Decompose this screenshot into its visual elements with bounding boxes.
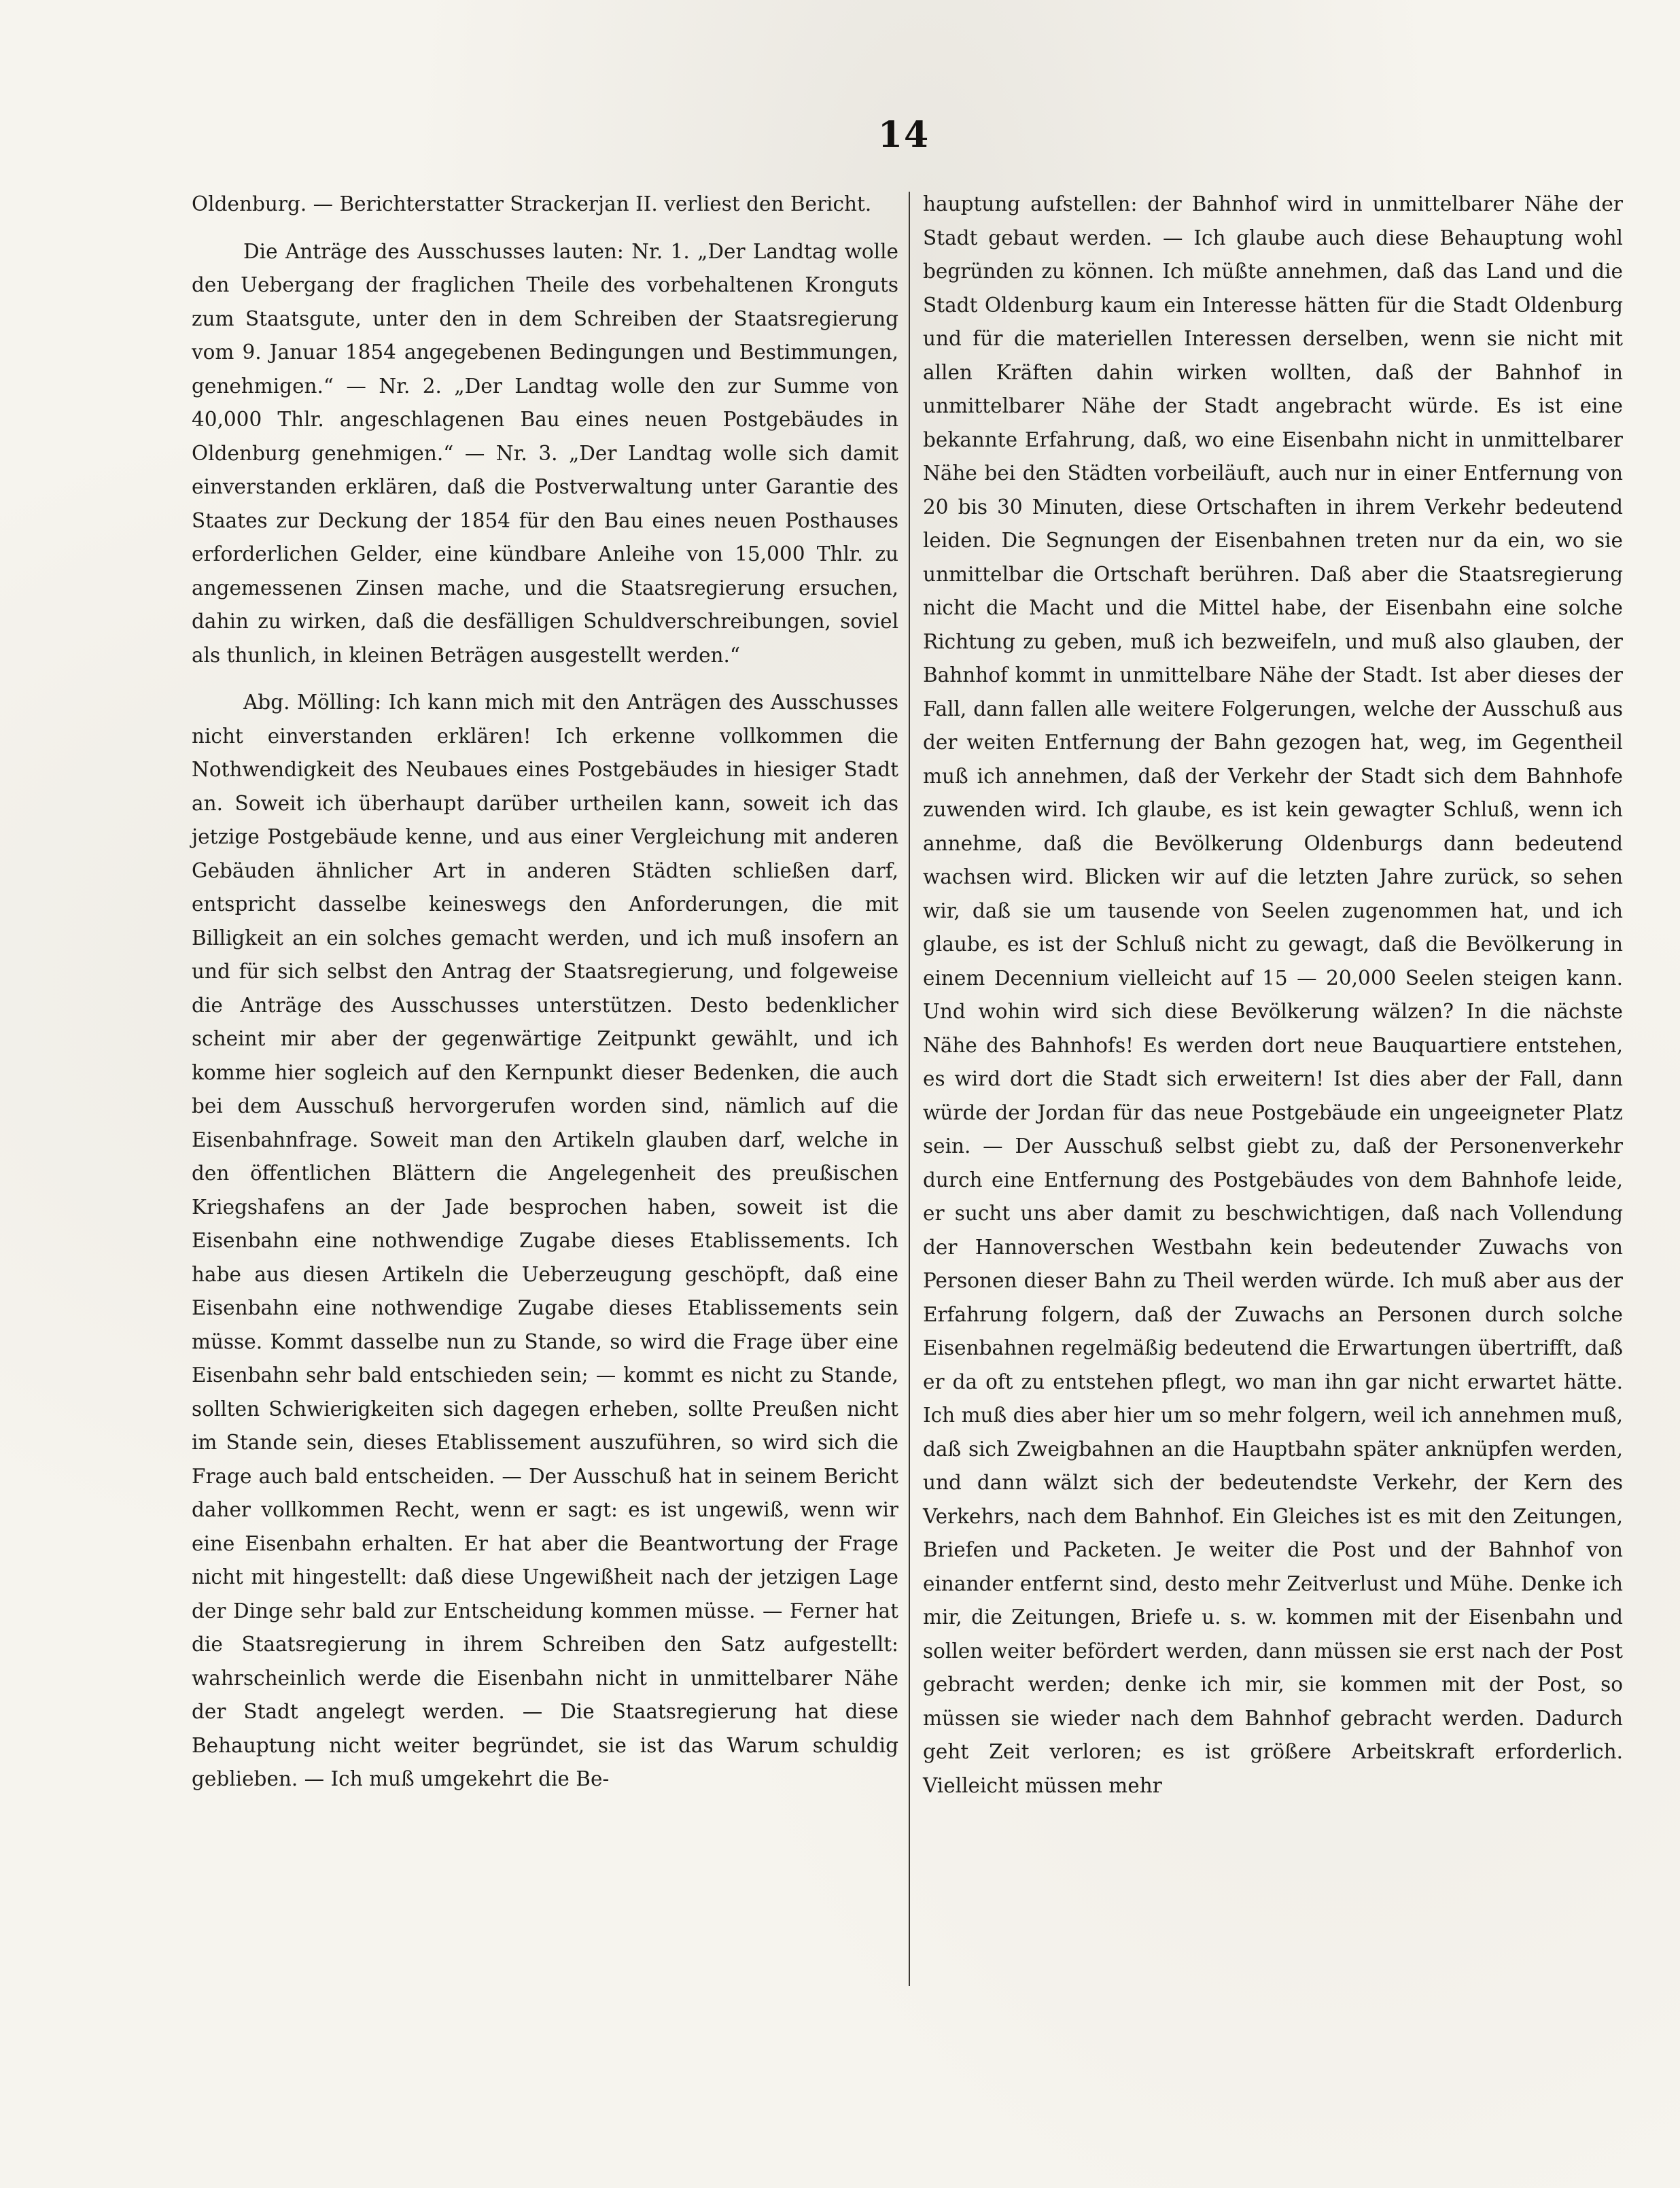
paragraph: Abg. Mölling: Ich kann mich mit den Anträgen des Ausschusses nicht einverstanden erklären! Ich erkenne vollkommen die Nothwendigkeit des Neubaues eines Postgebäudes in hiesiger Stadt an. Soweit ich überhaupt darüber urtheilen kann, soweit ich das jetzige Postgebäude kenne, und aus einer Vergleichung mit anderen Gebäuden ähnlicher Art in anderen Städten schließen darf, entspricht dasselbe keineswegs den Anforderungen, die mit Billigkeit an ein solches gemacht werden, und ich muß insofern an und für sich selbst den Antrag der Staatsregierung, und folgeweise die Anträge des Ausschusses unterstützen. Desto bedenklicher scheint mir aber der gegenwärtige Zeitpunkt gewählt, und ich komme hier sogleich auf den Kernpunkt dieser Bedenken, die auch bei dem Ausschuß hervorgerufen worden sind, nämlich auf die Eisenbahnfrage. Soweit man den Artikeln glauben darf, welche in den öffentlichen Blättern die Angelegenheit des preußischen Kriegshafens an der Jade besprochen haben, soweit ist die Eisenbahn eine nothwendige Zugabe dieses Etablissements. Ich habe aus diesen Artikeln die Ueberzeugung geschöpft, daß eine Eisenbahn eine nothwendige Zugabe dieses Etablissements sein müsse. Kommt dasselbe nun zu Stande, so wird die Frage über eine Eisenbahn sehr bald entschieden sein; — kommt es nicht zu Stande, sollten Schwierigkeiten sich dagegen erheben, sollte Preußen nicht im Stande sein, dieses Etablissement auszuführen, so wird sich die Frage auch bald entscheiden. — Der Ausschuß hat in seinem Bericht daher vollkommen Recht, wenn er sagt: es ist ungewiß, wenn wir eine Eisenbahn erhalten. Er hat aber die Beantwortung der Frage nicht mit hingestellt: daß diese Ungewißheit nach der jetzigen Lage der Dinge sehr bald zur Entscheidung kommen müsse. — Ferner hat die Staatsregierung in ihrem Schreiben den Satz aufgestellt: wahrscheinlich werde die Eisenbahn nicht in unmittelbarer Nähe der Stadt angelegt werden. — Die Staatsregierung hat diese Behauptung nicht weiter begründet, sie ist das Warum schuldig geblieben. — Ich muß umgekehrt die Be- xyxy=(192,691,898,1790)
paragraph: Die Anträge des Ausschusses lauten: Nr. 1. „Der Landtag wolle den Uebergang der fraglichen Theile des vorbehaltenen Kronguts zum Staatsgute, unter den in dem Schreiben der Staatsregierung vom 9. Januar 1854 angegebenen Bedingungen und Bestimmungen, genehmigen.“ — Nr. 2. „Der Landtag wolle den zur Summe von 40,000 Thlr. angeschlagenen Bau eines neuen Postgebäudes in Oldenburg genehmigen.“ — Nr. 3. „Der Landtag wolle sich damit einverstanden erklären, daß die Postverwaltung unter Garantie des Staates zur Deckung der 1854 für den Bau eines neuen Posthauses erforderlichen Gelder, eine kündbare Anleihe von 15,000 Thlr. zu angemessenen Zinsen mache, und die Staatsregierung ersuchen, dahin zu wirken, daß die desfälligen Schuldverschreibungen, soviel als thunlich, in kleinen Beträgen ausgestellt werden.“ xyxy=(192,239,898,667)
right-column xyxy=(923,188,1623,1816)
page-number: 14 xyxy=(877,114,930,156)
paragraph: hauptung aufstellen: der Bahnhof wird in unmittelbarer Nähe der Stadt gebaut werden. — Ich glaube auch diese Behauptung wohl begründen zu können. Ich müßte annehmen, daß das Land und die Stadt Oldenburg kaum ein Interesse hätten für die Stadt Oldenburg und für die materiellen Interessen derselben, wenn sie nicht mit allen Kräften dahin wirken wollten, daß der Bahnhof in unmittelbarer Nähe der Stadt angebracht würde. Es ist eine bekannte Erfahrung, daß, wo eine Eisenbahn nicht in unmittelbarer Nähe bei den Städten vorbeiläuft, auch nur in einer Entfernung von 20 bis 30 Minuten, diese Ortschaften in ihrem Verkehr bedeutend leiden. Die Segnungen der Eisenbahnen treten nur da ein, wo sie unmittelbar die Ortschaft berühren. Daß aber die Staatsregierung nicht die Macht und die Mittel habe, der Eisenbahn eine solche Richtung zu geben, muß ich bezweifeln, und muß also glauben, der Bahnhof kommt in unmittelbare Nähe der Stadt. Ist aber dieses der Fall, dann fallen alle weitere Folgerungen, welche der Ausschuß aus der weiten Entfernung der Bahn gezogen hat, weg, im Gegentheil muß ich annehmen, daß der Verkehr der Stadt sich dem Bahnhofe zuwenden wird. Ich glaube, es ist kein gewagter Schluß, wenn ich annehme, daß die Bevölkerung Oldenburgs dann bedeutend wachsen wird. Blicken wir auf die letzten Jahre zurück, so sehen wir, daß sie um tausende von Seelen zugenommen hat, und ich glaube, es ist der Schluß nicht zu gewagt, daß die Bevölkerung in einem Decennium vielleicht auf 15 — 20,000 Seelen steigen kann. Und wohin wird sich diese Bevölkerung wälzen? In die nächste Nähe des Bahnhofs! Es werden dort neue Bauquartiere entstehen, es wird dort die Stadt sich erweitern! Ist dies aber der Fall, dann würde der Jordan für das neue Postgebäude ein ungeeigneter Platz sein. — Der Ausschuß selbst giebt zu, daß der Personenverkehr durch eine Entfernung des Postgebäudes von dem Bahnhofe leide, er sucht uns aber damit zu beschwichtigen, daß nach Vollendung der Hannoverschen Westbahn kein bedeutender Zuwachs von Personen dieser Bahn zu Theil werden würde. Ich muß aber aus der Erfahrung folgern, daß der Zuwachs an Personen durch solche Eisenbahnen regelmäßig bedeutend die Erwartungen übertrifft, daß er da oft zu entstehen pflegt, wo man ihn gar nicht erwartet hätte. Ich muß dies aber hier um so mehr folgern, weil ich annehmen muß, daß sich Zweigbahnen an die Hauptbahn später anknüpfen werden, und dann wälzt sich der bedeutendste Verkehr, der Kern des Verkehrs, nach dem Bahnhof. Ein Gleiches ist es mit den Zeitungen, Briefen und Packeten. Je weiter die Post und der Bahnhof von einander entfernt sind, desto mehr Zeitverlust und Mühe. Denke ich mir, die Zeitungen, Briefe u. s. w. kommen mit der Eisenbahn und sollen weiter befördert werden, dann müssen sie erst nach der Post gebracht werden; denke ich mir, sie kommen mit der Post, so müssen sie wieder nach dem Bahnhof gebracht werden. Dadurch geht Zeit verloren; es ist größere Arbeitskraft erforderlich. Vielleicht müssen mehr xyxy=(923,192,1623,1797)
paragraph: Oldenburg. — Berichterstatter Strackerjan II. verliest den Bericht. xyxy=(192,192,872,215)
left-column xyxy=(192,188,898,1810)
column-divider xyxy=(909,192,910,1986)
